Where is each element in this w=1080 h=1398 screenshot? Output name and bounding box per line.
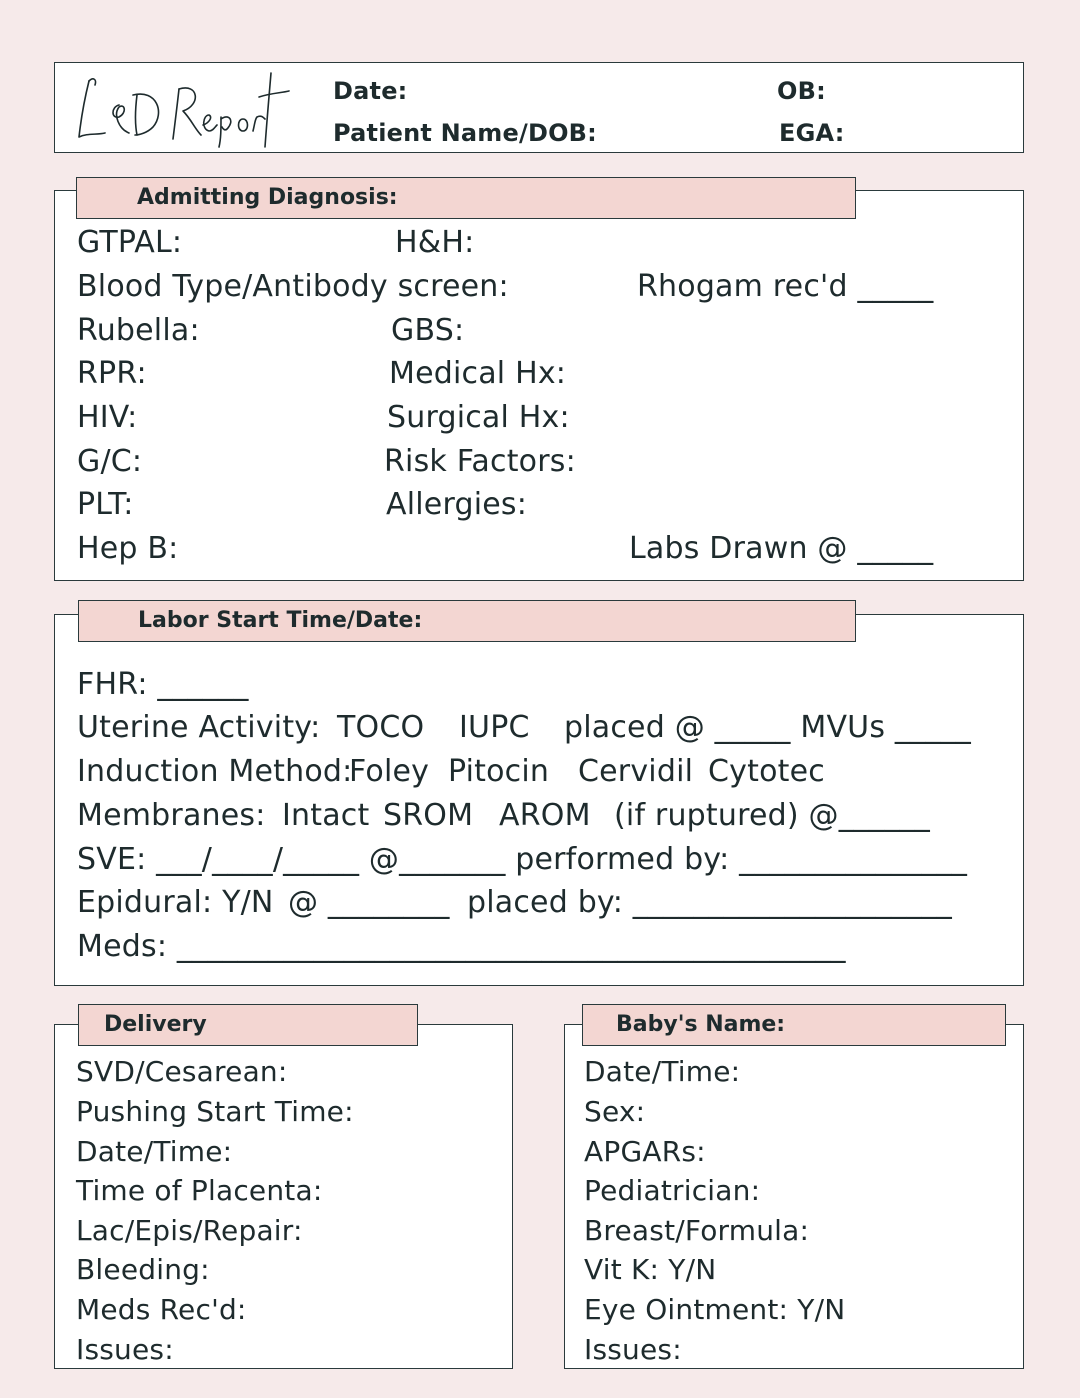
rpr-field: RPR:: [77, 356, 147, 391]
delivery-field: Time of Placenta:: [76, 1174, 323, 1207]
delivery-tab: [78, 1004, 418, 1046]
risk-factors-field: Risk Factors:: [384, 444, 576, 479]
hh-field: H&H:: [395, 225, 475, 260]
allergies-field: Allergies:: [386, 487, 528, 522]
delivery-field: Bleeding:: [76, 1253, 210, 1286]
admitting-diagnosis-tab: [76, 177, 856, 219]
delivery-field: Date/Time:: [76, 1135, 233, 1168]
iupc-option: IUPC: [459, 710, 530, 745]
hep-b-field: Hep B:: [77, 531, 179, 566]
plt-field: PLT:: [77, 487, 134, 522]
epidural-label: Epidural: Y/N: [77, 885, 274, 920]
ega-label: EGA:: [779, 119, 845, 147]
gbs-field: GBS:: [391, 313, 465, 348]
blood-type-field: Blood Type/Antibody screen:: [77, 269, 509, 304]
baby-field: Eye Ointment: Y/N: [584, 1293, 846, 1326]
fhr-field: FHR: ______: [77, 667, 249, 702]
surgical-hx-field: Surgical Hx:: [387, 400, 570, 435]
baby-field: Issues:: [584, 1333, 682, 1366]
gtpal-field: GTPAL:: [77, 225, 183, 260]
baby-name-title: Baby's Name:: [616, 1012, 786, 1037]
baby-field: Sex:: [584, 1095, 646, 1128]
cervidil-option: Cervidil: [578, 754, 694, 789]
arom-option: AROM: [499, 798, 591, 833]
hiv-field: HIV:: [77, 400, 138, 435]
patient-name-dob-label: Patient Name/DOB:: [333, 119, 597, 147]
toco-option: TOCO: [337, 710, 425, 745]
baby-field: Pediatrician:: [584, 1174, 761, 1207]
baby-field: Date/Time:: [584, 1055, 741, 1088]
epidural-time-field: @ ________: [288, 885, 450, 920]
sve-field: SVE: ___/____/_____ @_______ performed by: _______________: [77, 842, 968, 877]
delivery-field: Meds Rec'd:: [76, 1293, 247, 1326]
induction-method-label: Induction Method:: [77, 754, 353, 789]
delivery-field: Lac/Epis/Repair:: [76, 1214, 303, 1247]
placed-mvus-field: placed @ _____ MVUs _____: [564, 710, 971, 745]
epidural-placed-by-field: placed by: _____________________: [467, 885, 952, 920]
delivery-field: SVD/Cesarean:: [76, 1055, 288, 1088]
delivery-title: Delivery: [104, 1012, 207, 1037]
ob-label: OB:: [777, 77, 826, 105]
meds-field: Meds: ____________________________________________: [77, 929, 846, 964]
cytotec-option: Cytotec: [708, 754, 825, 789]
gc-field: G/C:: [77, 444, 143, 479]
delivery-field: Pushing Start Time:: [76, 1095, 354, 1128]
if-ruptured-field: (if ruptured) @______: [614, 798, 930, 833]
admitting-diagnosis-title: Admitting Diagnosis:: [137, 185, 398, 210]
labor-start-tab: [78, 600, 856, 642]
baby-field: APGARs:: [584, 1135, 706, 1168]
foley-option: Foley: [349, 754, 430, 789]
labor-start-title: Labor Start Time/Date:: [138, 608, 423, 633]
delivery-field: Issues:: [76, 1333, 174, 1366]
rhogam-field: Rhogam rec'd _____: [637, 269, 934, 304]
baby-name-tab: [582, 1004, 1006, 1046]
medical-hx-field: Medical Hx:: [389, 356, 567, 391]
baby-field: Breast/Formula:: [584, 1214, 810, 1247]
pitocin-option: Pitocin: [448, 754, 550, 789]
intact-option: Intact: [282, 798, 370, 833]
srom-option: SROM: [383, 798, 474, 833]
rubella-field: Rubella:: [77, 313, 200, 348]
labs-drawn-field: Labs Drawn @ _____: [629, 531, 934, 566]
baby-field: Vit K: Y/N: [584, 1253, 717, 1286]
date-label: Date:: [333, 77, 408, 105]
uterine-activity-label: Uterine Activity:: [77, 710, 321, 745]
header-box: [54, 62, 1024, 153]
logo-script: [75, 67, 290, 149]
membranes-label: Membranes:: [77, 798, 266, 833]
